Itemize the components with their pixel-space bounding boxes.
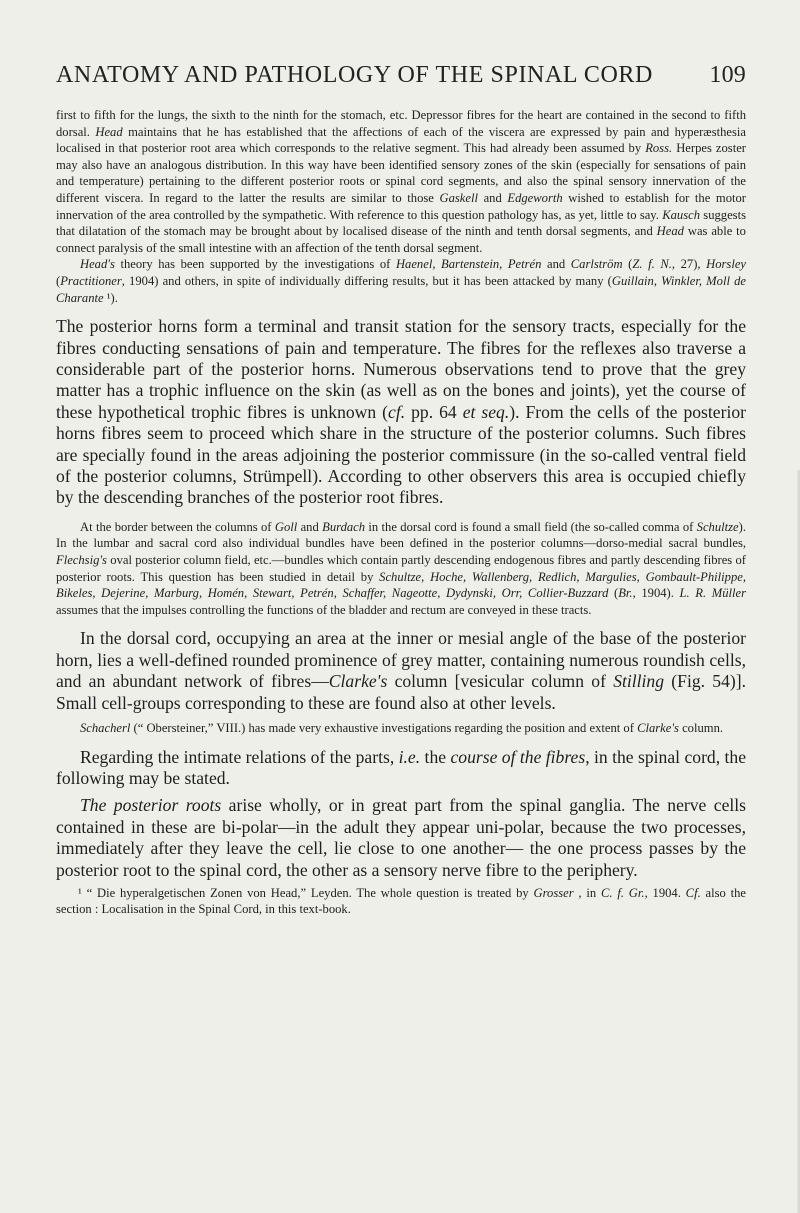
text-run: also the section : Localisation in the Spinal Cord, in this text-book.: [56, 886, 747, 916]
text-run: At the border between the columns of: [80, 519, 275, 534]
italic-name: Schultze: [696, 519, 739, 534]
paragraph-6: [56, 720, 746, 737]
italic-term: i.e.: [398, 746, 421, 767]
italic-name: Stilling: [613, 671, 665, 692]
italic-name: Head: [95, 124, 123, 139]
text-run: assumes that the impulses controlling the functions of the bladder and rectum are conveyed in these tracts.: [56, 602, 592, 617]
text-run: (Fig. 54)]. Small cell-groups corresponding to these are found also at other levels.: [56, 671, 746, 713]
italic-name: Practitioner: [60, 273, 122, 288]
book-page: [56, 62, 746, 917]
italic-name: C. f. Gr.: [601, 886, 645, 900]
italic-name: Head: [656, 224, 684, 239]
text-run: maintains that he has established that the affections of each of the viscera are expressed by pain and hyperæsthesia localised in that posterior root area which corresponds to the relative segment. This had already been assumed by: [56, 124, 746, 156]
text-run: (: [622, 257, 633, 272]
italic-name: Edgeworth: [507, 190, 563, 205]
italic-name: Guillain, Winkler, Moll de Charante: [56, 273, 746, 305]
text-run: Regarding the intimate relations of the parts,: [80, 746, 399, 767]
text-run: in the dorsal cord is found a small field (the so-called comma of: [365, 519, 697, 534]
text-run: (: [56, 273, 61, 288]
text-run: , in: [573, 886, 601, 900]
paragraph-1: [56, 107, 746, 256]
text-run: The posterior horns form a terminal and transit station for the sensory tracts, especially for the fibres conducting sensations of pain and temperature. The fibres for the reflexes also traverse a considerable part of the posterior horns. Numerous observations tend to prove that the grey matter has a trophic influence on the skin (as well as on the bones and joints), yet the course of these hypothetical trophic fibres is unknown (: [56, 316, 746, 422]
italic-name: Burdach: [322, 519, 366, 534]
text-run: wished to establish for the motor innervation of the area controlled by the sympathetic. With reference to this question pathology has, as yet, little to say.: [56, 190, 747, 222]
text-run: the: [420, 746, 451, 767]
italic-name: L. R. Müller: [679, 586, 747, 601]
text-run: and: [297, 519, 323, 534]
paragraph-7: [56, 747, 746, 790]
text-run: , 27),: [671, 257, 707, 272]
text-run: column [vesicular column of: [387, 671, 614, 692]
italic-name: Clarke's: [328, 671, 388, 692]
paragraph-4: [56, 519, 746, 619]
italic-name: Carlström: [570, 257, 623, 272]
text-run: theory has been supported by the investigations of: [114, 257, 396, 272]
italic-name: Ross.: [645, 141, 673, 156]
text-run: suggests that dilatation of the stomach may be brought about by localised disease of the ninth and tenth dorsal segments, and: [56, 207, 746, 239]
paragraph-2: [56, 256, 746, 306]
text-run: ). In the lumbar and sacral cord also individual bundles have been defined in the posterior columns—dorso-medial sacral bundles,: [56, 519, 746, 551]
text-run: (“ Obersteiner,” VIII.) has made very exhaustive investigations regarding the position and extent of: [130, 720, 638, 735]
paragraph-5: [56, 628, 746, 714]
italic-name: Haenel, Bartenstein, Petrén: [395, 257, 542, 272]
running-title: ANATOMY AND PATHOLOGY OF THE SPINAL CORD: [56, 62, 653, 88]
footnote: [56, 885, 746, 917]
text-run: (: [608, 586, 619, 601]
text-run: and: [477, 190, 508, 205]
italic-name: Br.: [618, 586, 633, 601]
italic-name: Kausch: [662, 207, 701, 222]
italic-name: Schultze, Hoche, Wallenberg, Redlich, Margulies, Gombault-Philippe, Bikeles, Dejerine, Marburg, Homén, Stewart, Petrén, Schaffer, Nageotte, Dydynski, Orr, Collier-Buzzard: [56, 569, 746, 601]
text-run: ¹).: [103, 290, 118, 305]
paragraph-3: [56, 316, 746, 509]
text-run: was able to connect paralysis of the small intestine with an affection of the tenth dorsal segment.: [56, 224, 746, 255]
italic-name: Horsley: [706, 257, 746, 272]
text-run: , 1904.: [644, 886, 686, 900]
text-run: ¹ “ Die hyperalgetischen Zonen von Head,” Leyden. The whole question is treated by: [78, 886, 534, 900]
text-run: arise wholly, or in great part from the spinal ganglia. The nerve cells contained in these are bi-polar—in the adult they appear uni-polar, because the two processes, immediately after they leave the cell, lie close to one another— the one process passes by the posterior root to the spinal cord, the other as a sensory nerve fibre to the periphery.: [56, 795, 746, 880]
paragraph-8: [56, 795, 746, 881]
italic-name: Z. f. N.: [632, 257, 672, 272]
text-run: , in the spinal cord, the following may be stated.: [56, 746, 747, 788]
italic-term: cf.: [388, 401, 406, 422]
text-run: In the dorsal cord, occupying an area at the inner or mesial angle of the base of the posterior horn, lies a well-defined rounded prominence of grey matter, containing numerous roundish cells, and an abundant network of fibres—: [56, 628, 746, 692]
text-run: ). From the cells of the posterior horns fibres seem to proceed which share in the structure of the posterior columns. Such fibres are specially found in the areas adjoining the posterior commissure (in the so-called ventral field of the posterior columns, Strümpell). According to other observers this area is occupied chiefly by the descending branches of the posterior root fibres.: [56, 401, 746, 508]
text-run: first to fifth for the lungs, the sixth to the ninth for the stomach, etc. Depressor fibres for the heart are contained in the second to fifth dorsal.: [56, 108, 746, 139]
text-run: Herpes zoster may also have an analogous distribution. In this way have been identified sensory zones of the skin (especially for sensations of pain and temperature) pertaining to the different posterior roots or spinal cord segments, and also the spinal sensory innervation of the different viscera. In regard to the latter the results are similar to those: [56, 141, 746, 205]
italic-term: course of the fibres: [450, 746, 586, 767]
italic-name: Cf.: [685, 886, 701, 900]
text-run: oval posterior column field, etc.—bundles which contain partly descending endogenous fibres and partly descending fibres of posterior roots. This question has been studied in detail by: [56, 552, 746, 584]
italic-term: The posterior roots: [80, 795, 222, 816]
italic-name: Goll: [274, 519, 298, 534]
italic-name: Head's: [80, 257, 115, 272]
text-run: pp. 64: [405, 401, 463, 422]
text-run: and: [541, 257, 571, 272]
italic-name: Grosser: [533, 886, 574, 900]
italic-name: Flechsig's: [56, 552, 107, 567]
text-run: column.: [678, 720, 724, 735]
running-header: [56, 62, 746, 89]
italic-name: Schacherl: [80, 720, 131, 735]
italic-name: Gaskell: [439, 190, 478, 205]
italic-term: et seq.: [462, 401, 510, 422]
text-run: , 1904) and others, in spite of individually differing results, but it has been attacked by many (: [121, 273, 612, 288]
italic-name: Clarke's: [637, 720, 679, 735]
page-number: 109: [709, 62, 746, 88]
text-run: , 1904).: [632, 586, 680, 601]
